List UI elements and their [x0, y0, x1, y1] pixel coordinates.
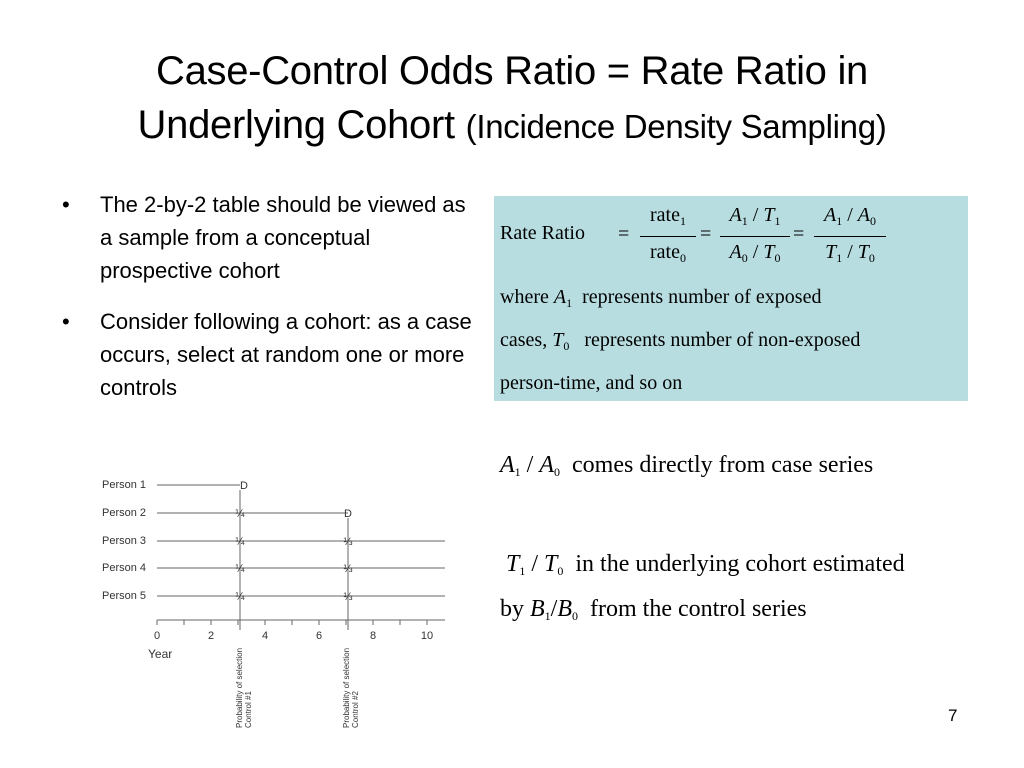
selection-probability: ⅓: [343, 536, 353, 548]
note-line-3: person-time, and so on: [500, 372, 683, 394]
case-series-note: $A_1 / A_0$ comes directly from case series: [500, 452, 874, 479]
equals-sign: =: [793, 223, 805, 245]
person-label: Person 3: [102, 535, 147, 547]
control-1-label: Probability of selection: [235, 647, 244, 728]
x-axis-tick-label: 6: [315, 630, 323, 642]
title-line-1: Case-Control Odds Ratio = Rate Ratio in: [156, 49, 868, 93]
x-axis-title: Year: [148, 647, 173, 661]
title-subtitle: (Incidence Density Sampling): [465, 108, 887, 145]
person-label: Person 2: [102, 507, 147, 519]
bullet-dot: •: [62, 309, 70, 334]
bullet-item: [60, 188, 480, 287]
control-2-label: Probability of selection: [342, 647, 351, 728]
title-line-2: [0, 98, 1024, 154]
bullet-item: [60, 305, 480, 404]
selection-probability: ⅓: [343, 563, 353, 575]
x-axis-tick-label: 0: [153, 630, 161, 642]
count-time-fraction: $A_1 / T_1$ $A_0 / T_0$: [720, 202, 790, 271]
bullet-text: Consider following a cohort: as a case occurs, select at random one or more controls: [100, 309, 472, 400]
title-main: Underlying Cohort: [137, 103, 455, 147]
note-line-2: cases, $T_0$ represents number of non-exposed: [500, 329, 861, 353]
event-marker: D: [240, 480, 248, 492]
person-label: Person 5: [102, 590, 147, 602]
rate-ratio-formula-box: [494, 196, 968, 401]
page-number: 7: [948, 706, 958, 725]
person-label: Person 1: [102, 479, 147, 491]
selection-probability: ¼: [235, 563, 245, 575]
control-1-label: Control #1: [244, 691, 253, 728]
cohort-note: $T_1 / T_0$ in the underlying cohort estimated: [506, 551, 905, 578]
bullet-dot: •: [62, 192, 70, 217]
selection-probability: ⅓: [343, 591, 353, 603]
rate-fraction: rate$_1$ rate$_0$: [640, 202, 696, 271]
incidence-density-sampling-diagram: [90, 470, 450, 735]
case-ratio-fraction: $A_1 / A_0$ $T_1 / T_0$: [814, 202, 886, 271]
x-axis-tick-label: 2: [207, 630, 215, 642]
x-axis-tick-label: 10: [420, 630, 434, 642]
x-axis-tick-label: 4: [261, 630, 269, 642]
person-label: Person 4: [102, 562, 147, 574]
equals-sign: =: [618, 223, 630, 245]
rate-ratio-label: Rate Ratio: [500, 222, 585, 244]
bullet-text: The 2-by-2 table should be viewed as a sample from a conceptual prospective cohort: [100, 192, 466, 283]
x-axis-tick-label: 8: [369, 630, 377, 642]
note-line-1: where $A_1$ represents number of exposed: [500, 286, 822, 310]
selection-probability: ¼: [235, 536, 245, 548]
selection-probability: ¼: [235, 508, 245, 520]
control-2-label: Control #2: [351, 691, 360, 728]
equals-sign: =: [700, 223, 712, 245]
bullet-list: [60, 188, 480, 422]
selection-probability: ¼: [235, 591, 245, 603]
slide-title: [0, 44, 1024, 154]
event-marker: D: [344, 508, 352, 520]
control-series-note: by $B_1/B_0$ from the control series: [500, 596, 807, 623]
